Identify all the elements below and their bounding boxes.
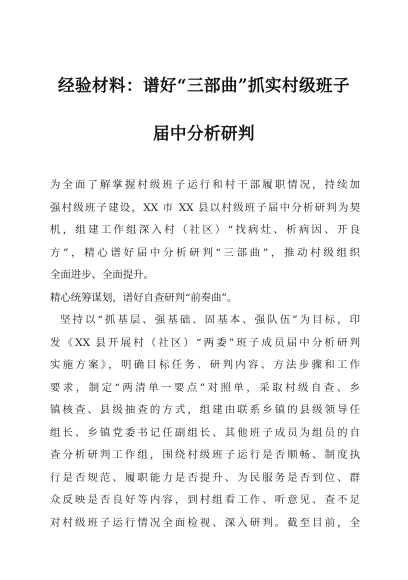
body-line-12: 组长、乡镇党委书记任副组长、其他班子成员为组员的自 [50, 426, 360, 439]
body-line-4: 方”，精心谱好届中分析研判“三部曲”，推动村级组织 [50, 246, 360, 259]
body-line-3: 机，组建工作组深入村（社区）“找病灶、析病因、开良 [50, 224, 360, 236]
document-title-line-2: 届中分析研判 [153, 124, 255, 143]
body-line-11: 镇核查、县级抽查的方式，组建由联系乡镇的县级领导任 [50, 404, 360, 416]
body-line-16: 对村级班子运行情况全面检视、深入研判。截至目前，全 [50, 516, 360, 529]
document-title-line-1: 经验材料：谱好“三部曲”抓实村级班子 [58, 76, 350, 95]
body-line-1: 为全面了解掌握村级班子运行和村干部履职情况，持续加 [50, 179, 360, 191]
body-line-2: 强村级班子建设，XX 市 XX 县以村级班子届中分析研判为契 [50, 201, 360, 214]
body-line-8: 发《XX 县开展村（社区）“两委”班子成员届中分析研判 [50, 336, 360, 349]
body-line-6: 精心统筹谋划，谱好自查研判“前奏曲”。 [50, 291, 238, 304]
body-line-13: 查分析研判工作组，围绕村级班子运行是否顺畅、制度执 [50, 449, 360, 461]
body-line-10: 要求，制定“两清单一要点”对照单，采取村级自查、乡 [50, 381, 360, 394]
body-line-9: 实施方案》，明确目标任务、研判内容、方法步骤和工作 [50, 359, 360, 371]
body-line-15: 众反映是否良好等内容，到村组看工作、听意见、查不足 [50, 494, 360, 506]
document-body [50, 174, 360, 534]
body-line-14: 行是否规范、履职能力是否提升、为民服务是否到位、群 [50, 471, 360, 484]
body-line-5: 全面进步、全面提升。 [50, 269, 154, 281]
body-line-7: 坚持以“抓基层、强基础、固基本、强队伍”为目标，印 [60, 314, 360, 326]
